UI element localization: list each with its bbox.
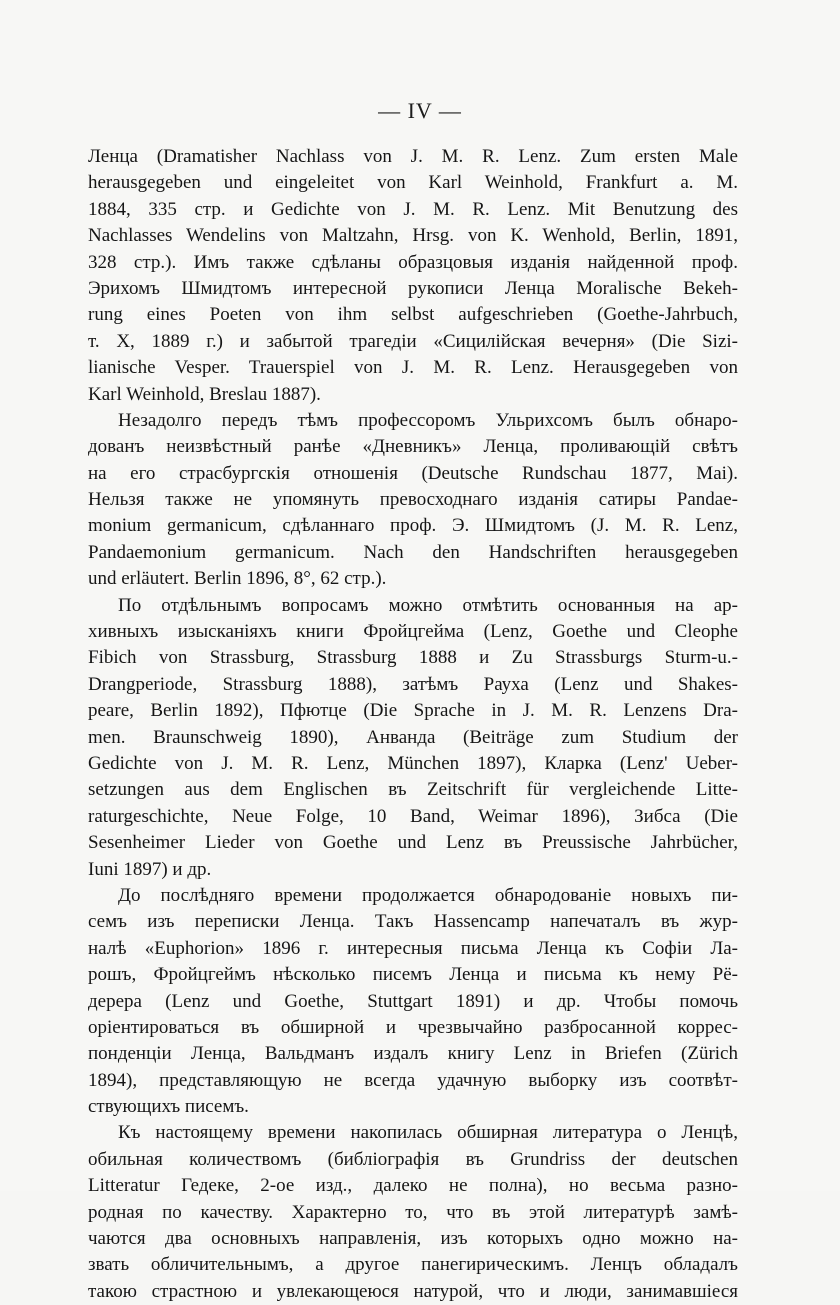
text-line: чаются два основныхъ направленія, изъ которыхъ одно можно на- [88,1228,738,1250]
text-line: Незадолго передъ тѣмъ профессоромъ Ульрихсомъ былъ обнаро- [118,409,738,431]
paragraph [88,144,738,408]
text-line: raturgeschichte, Neue Folge, 10 Band, Weimar 1896), Зибса (Die [88,805,738,827]
page-number: — IV — [378,98,462,123]
text-line: на его страсбургскія отношенія (Deutsche Rundschau 1877, Mai). [88,462,738,484]
text-line: peare, Berlin 1892), Пфютце (Die Sprache in J. M. R. Lenzens Dra- [88,700,738,722]
text-line: Nachlasses Wendelins von Maltzahn, Hrsg. von K. Wenhold, Berlin, 1891, [88,225,738,247]
paragraph [88,593,738,883]
paragraph [88,1120,738,1305]
text-line: setzungen aus dem Englischen въ Zeitschrift für vergleichende Litte- [88,779,738,801]
text-line: Къ настоящему времени накопилась обширная литература о Ленцѣ, [118,1122,738,1144]
text-line: Iuni 1897) и др. [88,858,212,880]
text-line: Karl Weinhold, Breslau 1887). [88,383,321,405]
paragraph [88,883,738,1121]
text-line: Pandaemonium germanicum. Nach den Handschriften herausgegeben [88,541,738,563]
text-line: Нельзя также не упомянуть превосходнаго изданія сатиры Pandae- [88,489,738,511]
text-line: Drangperiode, Strassburg 1888), затѣмъ Рауха (Lenz und Shakes- [88,673,738,695]
text-line: такою страстною и увлекающеюся натурой, что и люди, занимавшіеся [88,1280,738,1302]
text-line: обильная количествомъ (библіографія въ Grundriss der deutschen [88,1148,738,1170]
text-line: До послѣдняго времени продолжается обнародованіе новыхъ пи- [118,884,738,906]
text-line: men. Braunschweig 1890), Анванда (Beiträge zum Studium der [88,726,738,748]
text-line: Fibich von Strassburg, Strassburg 1888 и Zu Strassburgs Sturm-u.- [88,647,738,669]
text-line: дованъ неизвѣстный ранѣе «Дневникъ» Ленца, проливающій свѣтъ [88,436,738,458]
text-line: налѣ «Euphorion» 1896 г. интересныя письма Ленца къ Софіи Ла- [88,937,738,959]
text-line: und erläutert. Berlin 1896, 8°, 62 стр.). [88,568,387,590]
text-line: родная по качеству. Характерно то, что въ этой литературѣ замѣ- [88,1201,738,1223]
text-line: звать обличительнымъ, а другое панегирическимъ. Ленцъ обладалъ [88,1254,738,1276]
text-line: monium germanicum, сдѣланнаго проф. Э. Шмидтомъ (J. M. R. Lenz, [88,515,738,537]
text-line: 1884, 335 стр. и Gedichte von J. M. R. Lenz. Mit Benutzung des [88,198,738,220]
text-line: По отдѣльнымъ вопросамъ можно отмѣтить основанныя на ар- [118,594,738,616]
text-line: рошъ, Фройцгеймъ нѣсколько писемъ Ленца и письма къ нему Рё- [88,964,738,986]
text-line: дерера (Lenz und Goethe, Stuttgart 1891) и др. Чтобы помочь [88,990,738,1012]
text-line: lianische Vesper. Trauerspiel von J. M. R. Lenz. Herausgegeben von [88,357,738,379]
text-line: herausgegeben und eingeleitet von Karl Weinhold, Frankfurt a. M. [88,172,738,194]
text-line: понденціи Ленца, Вальдманъ издалъ книгу Lenz in Briefen (Zürich [88,1043,738,1065]
text-line: семъ изъ переписки Ленца. Такъ Hassencamp напечаталъ въ жур- [88,911,738,933]
text-line: ствующихъ писемъ. [88,1096,249,1118]
text-line: rung eines Poeten von ihm selbst aufgeschrieben (Goethe-Jahrbuch, [88,304,738,326]
paragraph [88,408,738,593]
text-line: 328 стр.). Имъ также сдѣланы образцовыя изданія найденной проф. [88,251,738,273]
body-text [88,144,738,1305]
text-line: хивныхъ изысканіяхъ книги Фройцгейма (Lenz, Goethe und Cleophe [88,621,738,643]
text-line: т. X, 1889 г.) и забытой трагедіи «Сицилійская вечерня» (Die Sizi- [88,330,738,352]
text-line: 1894), представляющую не всегда удачную выборку изъ соотвѣт- [88,1069,738,1091]
text-line: Эрихомъ Шмидтомъ интересной рукописи Ленца Moralische Bekeh- [88,277,738,299]
text-line: Ленца (Dramatisher Nachlass von J. M. R. Lenz. Zum ersten Male [88,146,738,167]
text-line: Sesenheimer Lieder von Goethe und Lenz въ Preussische Jahrbücher, [88,832,738,854]
text-line: оріентироваться въ обширной и чрезвычайно разбросанной коррес- [88,1016,738,1038]
text-line: Gedichte von J. M. R. Lenz, München 1897), Кларка (Lenz' Ueber- [88,752,738,774]
text-line: Litteratur Гедеке, 2-ое изд., далеко не полна), но весьма разно- [88,1175,738,1197]
